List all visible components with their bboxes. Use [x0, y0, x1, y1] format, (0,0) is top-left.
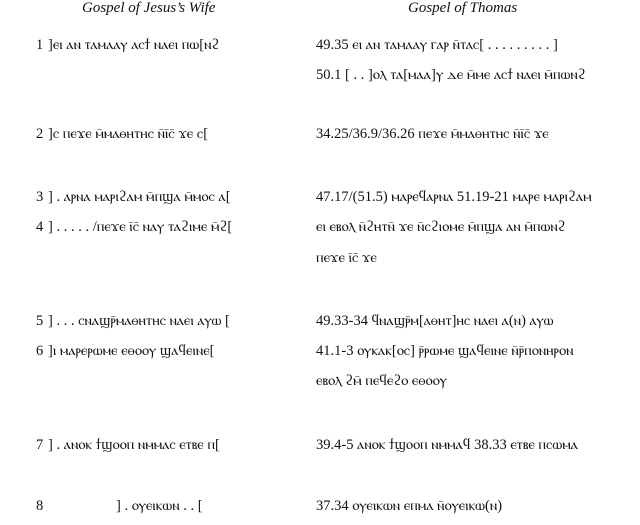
right-line-text: 41.1-3 ⲟⲩⲕⲁⲕ[ⲟⲥ] ⲣ̄ⲣⲱⲙⲉ ϣⲁϥⲉⲓⲛⲉ ⲛ̄ⲣ̄ⲡⲟⲛⲏⲣⲟⲛ	[316, 343, 574, 359]
left-line-text: ]ⲓ ⲙⲁⲣⲉⲣⲱⲙⲉ ⲉⲑⲟⲟⲩ ϣⲁϥⲉⲓⲛⲉ[	[48, 343, 215, 359]
left-line-text: ] . . . . . /ⲡⲉϫⲉ ⲓ̄ⲥ̄ ⲛⲁⲩ ⲧⲁϩⲓⲙⲉ ⲙ̄ϩ[	[48, 219, 233, 235]
right-line-text: ⲡⲉϫⲉ ⲓ̄ⲥ̄ ϫⲉ	[316, 250, 377, 266]
right-line-text: 47.17/(51.5) ⲙⲁⲣⲉϥⲁⲣⲛⲁ 51.19-21 ⲙⲁⲣⲉ ⲙⲁⲣⲓϩⲁⲙ	[316, 189, 592, 205]
left-line-number: 5	[36, 313, 44, 329]
right-line-text: 37.34 ⲟⲩⲉⲓⲕⲱⲛ ⲉⲡⲙⲁ ⲛ̄ⲟⲩⲉⲓⲕⲱ(ⲛ)	[316, 498, 503, 514]
right-line-text: ⲉⲓ ⲉⲃⲟⲗ ⲛ̄ϩⲏⲧⲛ̄ ϫⲉ ⲛ̄ⲥϩⲓⲟⲙⲉ ⲙ̄ⲡϣⲁ ⲁⲛ ⲙ̄ⲡⲱⲛϩ	[316, 219, 566, 235]
left-line-number: 1	[36, 37, 44, 53]
left-line-text: ] . ⲁⲛⲟⲕ ϯϣⲟⲟⲡ ⲛⲙⲙⲁⲥ ⲉⲧⲃⲉ ⲡ[	[48, 437, 220, 453]
left-line-number: 8	[36, 498, 44, 514]
header-gospel-of-jesus-wife: Gospel of Jesus’s Wife	[82, 0, 216, 16]
left-line-text: ] . . . ⲥⲛⲁϣⲣ̄ⲙⲁⲑⲏⲧⲏⲥ ⲛⲁⲉⲓ ⲁⲩⲱ [	[48, 313, 230, 329]
right-line-text: 50.1 [ . . ]ⲟⲗ ⲧⲁ[ⲙⲁⲁ]ⲩ ⲇⲉ ⲙ̄ⲙⲉ ⲁⲥϯ ⲛⲁⲉⲓ ⲙ̄ⲡⲱⲛϩ	[316, 67, 586, 83]
left-line-number: 4	[36, 219, 44, 235]
header-gospel-of-thomas: Gospel of Thomas	[408, 0, 518, 16]
left-line-text: ]ⲉⲓ ⲁⲛ ⲧⲁⲙⲁⲁⲩ ⲁⲥϯ ⲛⲁⲉⲓ ⲡⲱ[ⲛϩ	[48, 37, 220, 53]
left-line-number: 7	[36, 437, 44, 453]
left-line-number: 6	[36, 343, 44, 359]
left-line-text: ] . ⲟⲩⲉⲓⲕⲱⲛ . . [	[116, 498, 203, 514]
left-line-number: 3	[36, 189, 44, 205]
left-line-number: 2	[36, 126, 44, 142]
left-line-text: ]ⲥ ⲡⲉϫⲉ ⲙ̄ⲙⲁⲑⲏⲧⲏⲥ ⲛ̄ⲓ̄ⲥ̄ ϫⲉ ⲥ[	[48, 126, 209, 142]
right-line-text: ⲉⲃⲟⲗ ϩⲙ̄ ⲡⲉϥⲉϩⲟ ⲉⲑⲟⲟⲩ	[316, 373, 447, 389]
left-line-text: ] . ⲁⲣⲛⲁ ⲙⲁⲣⲓϩⲁⲙ ⲙ̄ⲡϣⲁ ⲙ̄ⲙⲟⲥ ⲁ[	[48, 189, 231, 205]
right-line-text: 34.25/36.9/36.26 ⲡⲉϫⲉ ⲙ̄ⲙⲁⲑⲏⲧⲏⲥ ⲛ̄ⲓ̄ⲥ̄ ϫⲉ	[316, 126, 549, 142]
right-line-text: 49.33-34 ϥⲛⲁϣⲣ̄ⲙ[ⲁⲑⲏⲧ]ⲏⲥ ⲛⲁⲉⲓ ⲁ(ⲛ) ⲁⲩⲱ	[316, 313, 554, 329]
right-line-text: 49.35 ⲉⲓ ⲁⲛ ⲧⲁⲙⲁⲁⲩ ⲅⲁⲣ ⲛ̄ⲧⲁⲥ[ . . . . . . . . . ]	[316, 37, 558, 53]
right-line-text: 39.4-5 ⲁⲛⲟⲕ ϯϣⲟⲟⲡ ⲛⲙⲙⲁϥ 38.33 ⲉⲧⲃⲉ ⲡⲥⲱⲙⲁ	[316, 437, 579, 453]
